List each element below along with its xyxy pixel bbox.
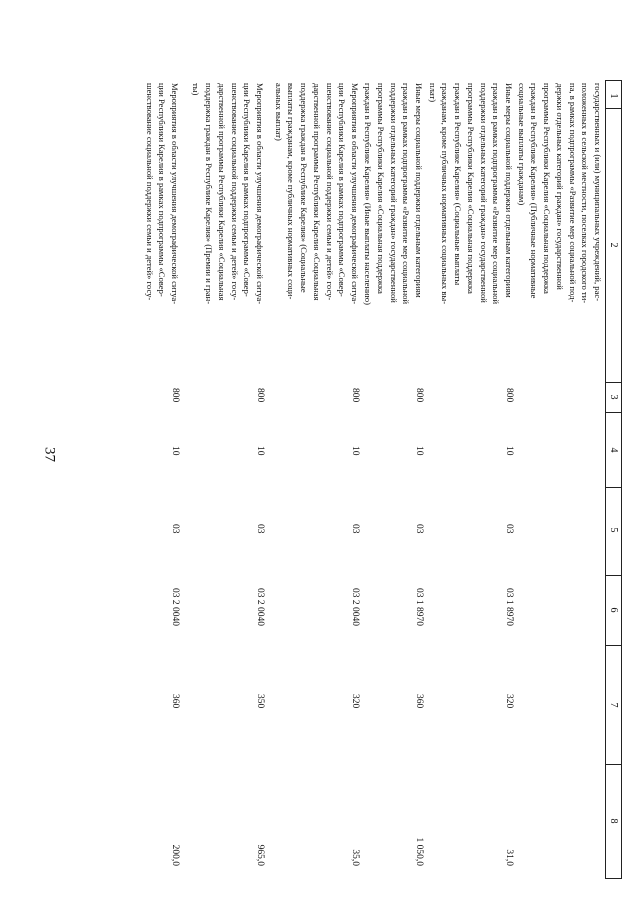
text-line: граждан в рамках подпрограммы «Развитие мер социальной xyxy=(401,83,412,305)
header-col-8: 8 xyxy=(608,818,619,824)
text-line: социальные выплаты гражданам) xyxy=(516,83,527,206)
row-1-col-4: 10 xyxy=(504,446,514,456)
text-line: Мероприятия в области улучшения демографической ситуа- xyxy=(255,83,265,305)
text-line: поддержка граждан в Республике Карелия» (Премии и гран- xyxy=(204,83,215,305)
text-line: ты) xyxy=(191,83,202,96)
page-number: 37 xyxy=(41,447,58,462)
row-3-col-6: 03 2 0040 xyxy=(350,588,360,626)
row-2-col-3: 800 xyxy=(414,388,424,403)
col-border-left xyxy=(605,80,622,81)
text-line: ции Республики Карелия в рамках подпрограммы «Совер- xyxy=(242,83,253,297)
row-5-col-4: 10 xyxy=(170,446,180,456)
row-0-description xyxy=(515,83,604,303)
row-3-description xyxy=(272,83,361,304)
text-line: шенствование социальной поддержки семьи и детей» госу- xyxy=(229,83,240,301)
header-col-7: 7 xyxy=(608,702,619,708)
col-border-right xyxy=(605,878,622,879)
row-3-col-7: 320 xyxy=(350,694,360,709)
text-line: ции Республики Карелия в рамках подпрограммы «Совер- xyxy=(157,83,168,297)
text-line: граждан в рамках подпрограммы «Развитие мер социальной xyxy=(491,83,502,305)
header-col-3: 3 xyxy=(608,394,619,400)
text-line: граждан в Республике Карелия» (Публичные нормативные xyxy=(529,83,540,299)
row-5-col-5: 03 xyxy=(170,524,180,534)
text-line: поддержка граждан в Республике Карелия» (Социальные xyxy=(299,83,310,293)
text-line: поддержки отдельных категорий граждан» государственной xyxy=(388,83,399,303)
text-line: граждан в Республике Карелия» (Социальные выплаты xyxy=(453,83,464,286)
text-line: граждан в Республике Карелия» (Иные выплаты населению) xyxy=(363,83,374,305)
header-bottom-border xyxy=(605,80,606,878)
text-line: дарственной программы Республики Карелия «Социальная xyxy=(216,83,227,301)
row-5-col-3: 800 xyxy=(170,388,180,403)
row-5-col-6: 03 2 0040 xyxy=(170,588,180,626)
row-3-col-3: 800 xyxy=(350,388,360,403)
row-5-col-7: 360 xyxy=(170,694,180,709)
row-5-description xyxy=(143,83,181,304)
row-1-col-3: 800 xyxy=(504,388,514,403)
text-line: Мероприятия в области улучшения демографической ситуа- xyxy=(350,83,360,305)
text-line: шенствование социальной поддержки семьи и детей» госу- xyxy=(144,83,155,301)
text-line: шенствование социальной поддержки семьи и детей» госу- xyxy=(324,83,335,301)
text-line: Иные меры социальной поддержки отдельным категориям xyxy=(414,83,424,298)
row-2-col-8: 1 050,0 xyxy=(414,837,424,866)
row-4-col-7: 350 xyxy=(255,694,265,709)
row-2-col-5: 03 xyxy=(414,524,424,534)
text-line: ции Республики Карелия в рамках подпрограммы «Совер- xyxy=(337,83,348,297)
header-col-2: 2 xyxy=(608,242,619,248)
row-4-col-6: 03 2 0040 xyxy=(255,588,265,626)
text-line: дарственной программы Республики Карелия «Социальная xyxy=(311,83,322,301)
text-line: выплаты гражданам, кроме публичных нормативных соци- xyxy=(286,83,297,300)
header-col-5: 5 xyxy=(608,527,619,533)
col-border-6-7 xyxy=(605,645,622,646)
header-col-6: 6 xyxy=(608,607,619,613)
text-line: альных выплат) xyxy=(273,83,284,141)
text-line: государственных и (или) муниципальных учреждений, рас- xyxy=(593,83,603,302)
row-2-col-6: 03 1 8970 xyxy=(414,588,424,626)
text-line: положенных в сельской местности, поселках городского ти- xyxy=(580,83,591,304)
row-2-col-7: 360 xyxy=(414,694,424,709)
col-border-5-6 xyxy=(605,575,622,576)
text-line: Мероприятия в области улучшения демографической ситуа- xyxy=(170,83,180,305)
col-border-3-4 xyxy=(605,412,622,413)
row-4-col-4: 10 xyxy=(255,446,265,456)
col-border-7-8 xyxy=(605,764,622,765)
row-3-col-8: 35,0 xyxy=(350,849,360,866)
row-1-col-6: 03 1 8970 xyxy=(504,588,514,626)
text-line: Иные меры социальной поддержки отдельным категориям xyxy=(504,83,514,298)
row-4-col-5: 03 xyxy=(255,524,265,534)
text-line: па, в рамках подпрограммы «Развитие мер социальной под- xyxy=(567,83,578,303)
header-col-1: 1 xyxy=(608,93,619,99)
row-2-col-4: 10 xyxy=(414,446,424,456)
col-border-2-3 xyxy=(605,382,622,383)
row-4-col-8: 965,0 xyxy=(255,844,265,866)
row-1-col-5: 03 xyxy=(504,524,514,534)
text-line: держки отдельных категорий граждан» государственной xyxy=(554,83,565,290)
text-line: плат) xyxy=(427,83,438,103)
col-border-4-5 xyxy=(605,487,622,488)
row-3-col-5: 03 xyxy=(350,524,360,534)
row-4-col-3: 800 xyxy=(255,388,265,403)
text-line: программы Республики Карелия «Социальная поддержка xyxy=(375,83,386,294)
row-2-description xyxy=(361,83,425,305)
text-line: гражданам, кроме публичных нормативных социальных вы- xyxy=(440,83,451,305)
row-1-col-8: 31,0 xyxy=(504,849,514,866)
table-top-border xyxy=(621,80,622,878)
row-4-description xyxy=(190,83,266,304)
row-5-col-8: 200,0 xyxy=(170,844,180,866)
text-line: поддержки отдельных категорий граждан» государственной xyxy=(478,83,489,303)
col-border-1-2 xyxy=(605,108,622,109)
row-3-col-4: 10 xyxy=(350,446,360,456)
row-1-col-7: 320 xyxy=(504,694,514,709)
text-line: программы Республики Карелия «Социальная поддержка xyxy=(465,83,476,294)
row-1-description xyxy=(426,83,515,304)
text-line: программы Республики Карелия «Социальная поддержка xyxy=(542,83,553,294)
header-col-4: 4 xyxy=(608,447,619,453)
